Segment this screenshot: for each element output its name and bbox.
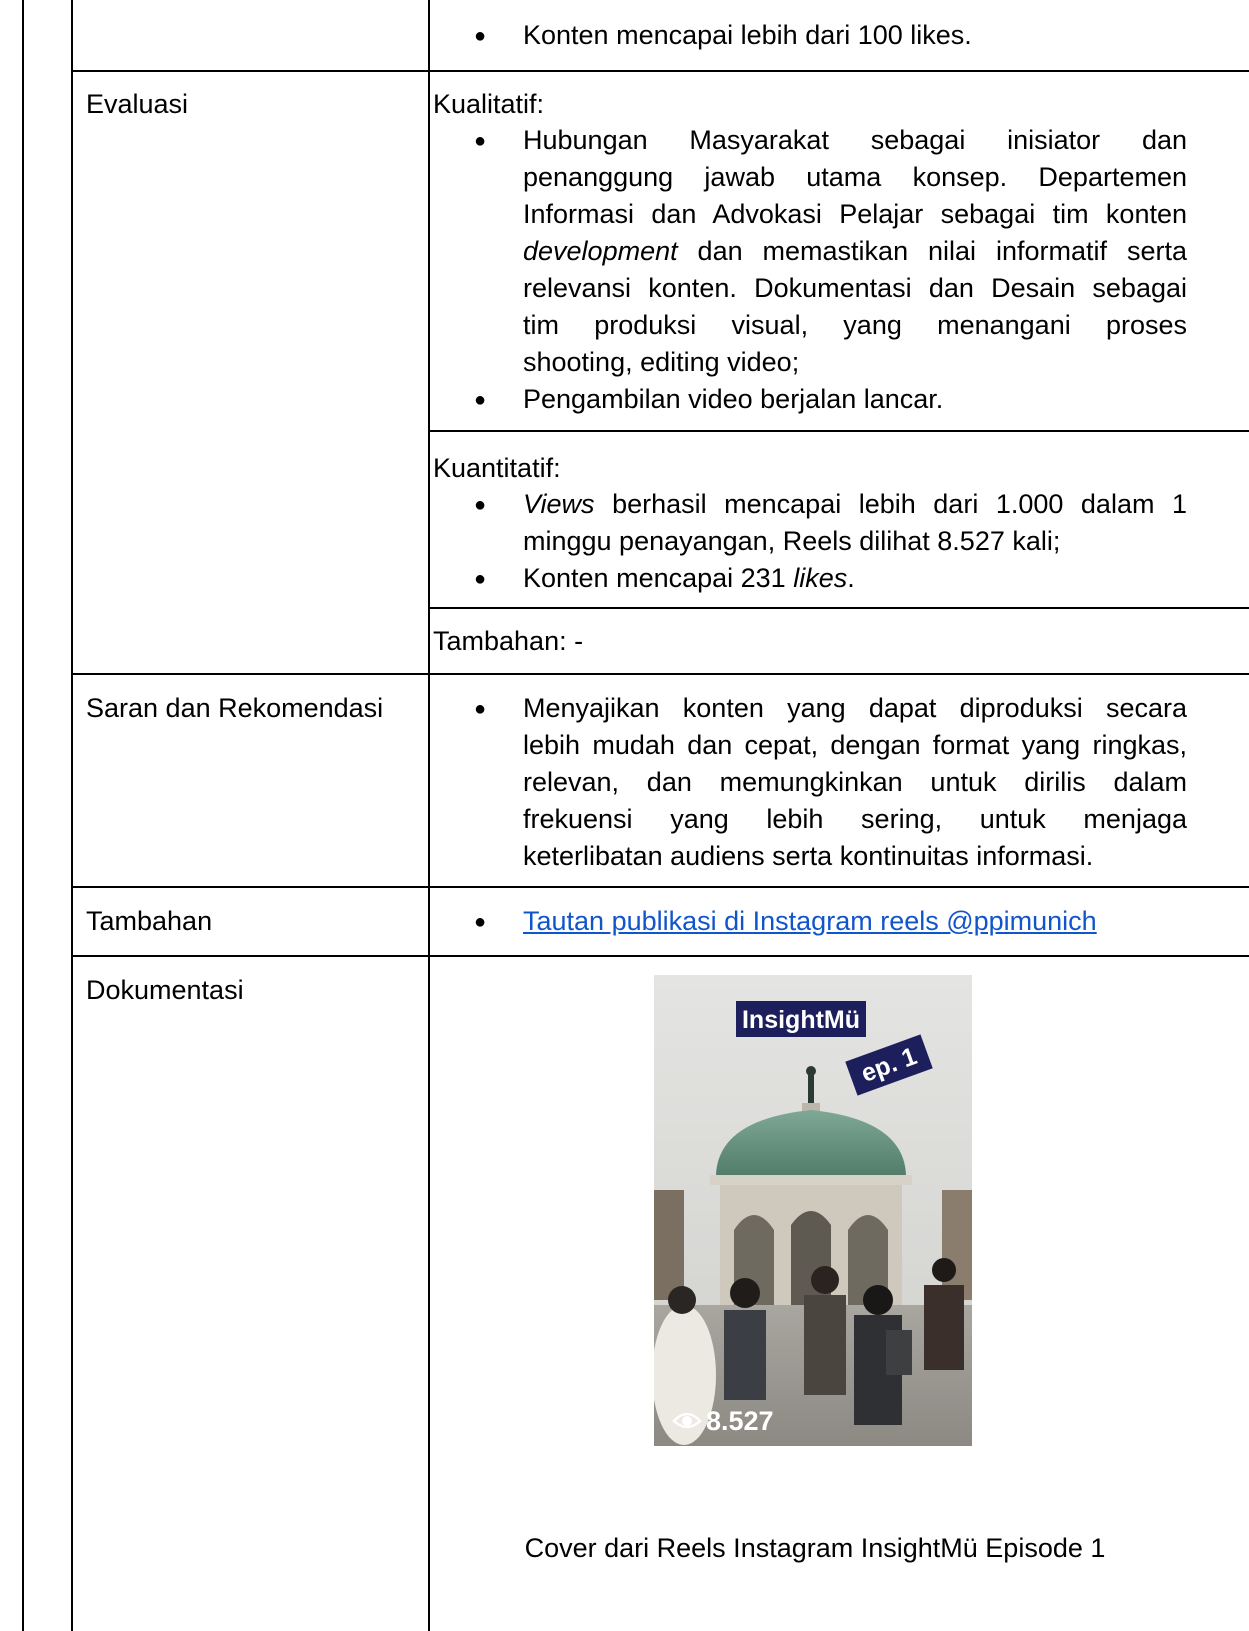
row-divider xyxy=(71,673,1249,675)
kualitatif-bullet-2: Pengambilan video berjalan lancar. xyxy=(523,384,944,414)
kuantitatif-bullet-2: Konten mencapai 231 likes. xyxy=(523,563,855,593)
kuantitatif-bullet-1: Views berhasil mencapai lebih dari 1.000 dalam 1 minggu penayangan, Reels dilihat 8.527 kali; xyxy=(523,489,1187,556)
bullet: ● xyxy=(474,494,487,516)
kualitatif-bullet-1: Hubungan Masyarakat sebagai inisiator dan penanggung jawab utama konsep. Departemen Informasi dan Advokasi Pelajar sebagai tim konten development dan memastikan nilai informatif serta relevansi konten. Dokumentasi dan Desain sebagai tim produksi visual, yang menangani proses shooting, editing video; xyxy=(523,125,1187,377)
table-border-left xyxy=(22,0,24,1631)
row-divider xyxy=(428,430,1249,432)
reel-cover-image xyxy=(654,975,972,1446)
table-border-col2 xyxy=(428,0,430,1631)
row-divider xyxy=(71,955,1249,957)
saran-bullet: Menyajikan konten yang dapat diproduksi secara lebih mudah dan cepat, dengan format yang ringkas, relevan, dan memungkinkan untuk dirilis dalam frekuensi yang lebih sering, untuk menjaga keterlibatan audiens serta kontinuitas informasi. xyxy=(523,693,1187,871)
reel-title-text: InsightMü xyxy=(741,1006,861,1034)
image-caption: Cover dari Reels Instagram InsightMü Episode 1 xyxy=(524,1533,1106,1563)
row-divider xyxy=(428,607,1249,609)
label-dokumentasi: Dokumentasi xyxy=(86,975,244,1005)
first-bullet-text: Konten mencapai lebih dari 100 likes. xyxy=(523,20,972,50)
kuantitatif-heading: Kuantitatif: xyxy=(433,453,561,483)
bullet: ● xyxy=(474,698,487,720)
bullet: ● xyxy=(474,25,487,47)
bullet: ● xyxy=(474,911,487,933)
row-divider xyxy=(71,70,1249,72)
kualitatif-heading: Kualitatif: xyxy=(433,89,545,119)
reel-episode-tag: ep. 1 xyxy=(857,1042,921,1088)
row-divider xyxy=(71,886,1249,888)
label-evaluasi: Evaluasi xyxy=(86,89,189,119)
reel-cover-illustration xyxy=(654,975,972,1446)
bullet: ● xyxy=(474,130,487,152)
bullet: ● xyxy=(474,389,487,411)
tambahan-evaluasi: Tambahan: - xyxy=(433,626,584,656)
label-tambahan: Tambahan xyxy=(86,906,213,936)
table-border-col1 xyxy=(71,0,73,1631)
label-saran: Saran dan Rekomendasi xyxy=(86,693,384,723)
instagram-reels-link[interactable]: Tautan publikasi di Instagram reels @ppimunich xyxy=(523,906,1097,936)
bullet: ● xyxy=(474,568,487,590)
reel-view-count: 8.527 xyxy=(706,1406,774,1436)
